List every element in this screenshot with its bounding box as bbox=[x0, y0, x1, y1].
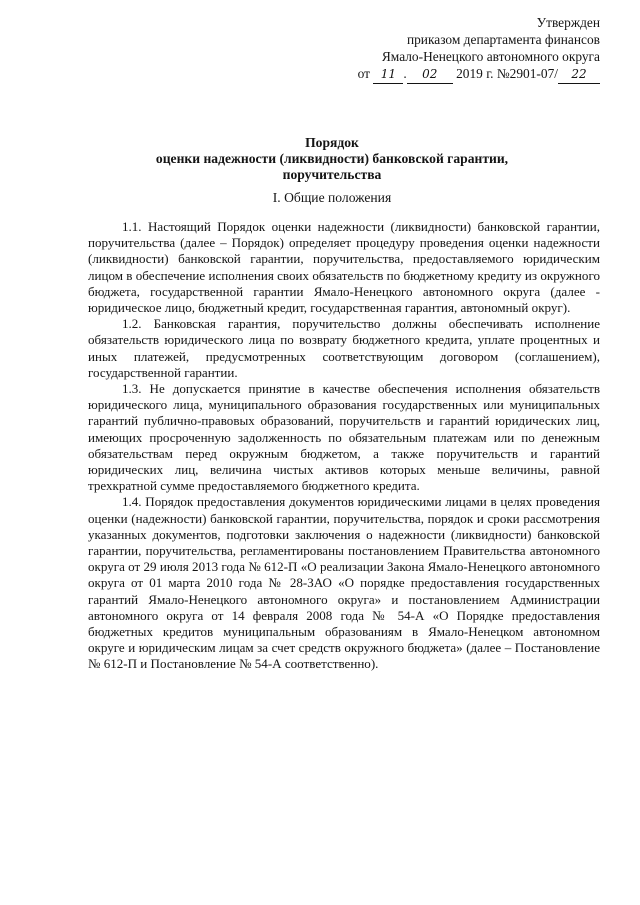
handwritten-day: 11 bbox=[373, 66, 403, 84]
title-line-3: поручительства bbox=[282, 167, 382, 182]
title-line-1: Порядок bbox=[305, 135, 359, 150]
document-title bbox=[60, 135, 604, 183]
paragraph-1-3: 1.3. Не допускается принятие в качестве обеспечения исполнения обязательств юридического лица, муниципального образования государственных или муниципальных гарантий публично-правовых образований, поручительств и гарантий юридических лиц, имеющих просроченную задолженность по обязательным платежам или по денежным обязательствам перед окружным бюджетом, а также поручительств и гарантий юридических лиц, величина чистых активов которых меньше величины, равной трехкратной сумме предоставляемого бюджетного кредита. bbox=[88, 381, 600, 494]
approval-stamp bbox=[358, 14, 600, 84]
paragraph-1-2: 1.2. Банковская гарантия, поручительство должны обеспечивать исполнение обязательств юридического лица по возврату бюджетного кредита, уплате процентных и иных платежей, предусмотренных соответствующим договором (соглашением), государственной гарантии. bbox=[88, 316, 600, 380]
approval-line-2: приказом департамента финансов bbox=[406, 32, 600, 47]
document-body bbox=[88, 219, 600, 673]
approval-line-3: Ямало-Ненецкого автономного округа bbox=[381, 49, 600, 64]
approval-date-prefix: от bbox=[357, 66, 370, 81]
handwritten-suffix: 22 bbox=[558, 66, 600, 84]
title-line-2: оценки надежности (ликвидности) банковской гарантии, bbox=[155, 151, 509, 166]
approval-line-1: Утвержден bbox=[536, 15, 600, 30]
paragraph-1-4: 1.4. Порядок предоставления документов юридическими лицами в целях проведения оценки (надежности) банковской гарантии, поручительства, порядок и сроки рассмотрения указанных документов, подготовки заключения о надежности (ликвидности) банковской гарантии, поручительства, регламентированы постановлением Правительства автономного округа от 29 июля 2013 года № 612-П «О реализации Закона Ямало-Ненецкого автономного округа от 01 марта 2010 года № 28-ЗАО «О порядке предоставления государственных гарантий Ямало-Ненецкого автономного округа» и постановлением Администрации автономного округа от 14 февраля 2008 года № 54-А «О Порядке предоставления бюджетных кредитов муниципальным образованиям в Ямало-Ненецком автономном округе и юридическим лицам за счет средств окружного бюджета» (далее – Постановление № 612-П и Постановление № 54-А соответственно). bbox=[88, 494, 600, 672]
paragraph-1-1: 1.1. Настоящий Порядок оценки надежности (ликвидности) банковской гарантии, поручительства (далее – Порядок) определяет процедуру проведения оценки надежности (ликвидности) банковской гарантии, поручительства, предоставляемого юридическим лицом в обеспечение исполнения своих обязательств по бюджетному кредиту из окружного бюджета, государственной гарантии Ямало-Ненецкого автономного округа (далее - юридическое лицо, бюджетный кредит, государственная гарантия, автономный округ). bbox=[88, 219, 600, 316]
handwritten-month: 02 bbox=[407, 66, 453, 84]
section-heading: I. Общие положения bbox=[272, 190, 392, 205]
approval-year-number: 2019 г. №2901-07/ bbox=[456, 66, 558, 81]
approval-date-line: от 11 . 02 2019 г. №2901-07/ 22 bbox=[358, 65, 600, 84]
